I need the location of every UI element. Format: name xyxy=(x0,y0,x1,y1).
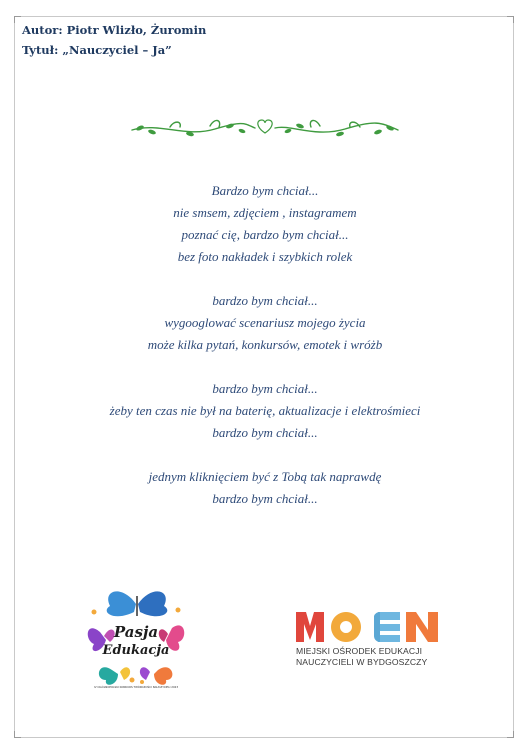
moen-letter-o xyxy=(331,612,361,642)
corner-mark xyxy=(14,16,21,23)
document-header xyxy=(22,20,206,60)
poem-line: wygooglować scenariusz mojego życia xyxy=(164,315,366,330)
moen-name-line: NAUCZYCIELI W BYDGOSZCZY xyxy=(296,657,428,667)
poem xyxy=(0,180,530,532)
corner-mark xyxy=(507,731,514,738)
poem-line: poznać cię, bardzo bym chciał... xyxy=(181,227,349,242)
poem-line: żeby ten czas nie był na baterię, aktualizacje i elektrośmieci xyxy=(109,403,421,418)
stanza xyxy=(0,180,530,268)
vine-ornament-icon xyxy=(130,112,400,142)
poem-line: bardzo bym chciał... xyxy=(212,425,318,440)
poem-line: jednym kliknięciem być z Tobą tak naprawdę xyxy=(148,469,382,484)
title-line: Tytuł: „Nauczyciel – Ja” xyxy=(22,43,172,57)
logo-word-edukacja: Edukacja xyxy=(102,643,170,658)
moen-letter-n xyxy=(406,612,438,642)
author-line: Autor: Piotr Wlizło, Żuromin xyxy=(22,23,207,37)
stanza xyxy=(0,378,530,444)
logo-word-pasja: Pasja xyxy=(113,623,159,641)
logo-caption: IV OGÓLNOPOLSKI KONKURS TWÓRCZOŚCI NAUCZYCIELI 2023 xyxy=(93,685,179,689)
corner-mark xyxy=(507,16,514,23)
poem-line: Bardzo bym chciał... xyxy=(211,183,319,198)
poem-line: bardzo bym chciał... xyxy=(212,491,318,506)
corner-mark xyxy=(14,731,21,738)
stanza xyxy=(0,290,530,356)
poem-line: bez foto nakładek i szybkich rolek xyxy=(177,249,353,264)
moen-letter-m xyxy=(296,612,324,642)
moen-letter-e xyxy=(374,612,400,642)
poem-line: bardzo bym chciał... xyxy=(212,293,318,308)
moen-institution-name xyxy=(296,646,427,668)
poem-line: może kilka pytań, konkursów, emotek i wróżb xyxy=(147,337,383,352)
stanza xyxy=(0,466,530,510)
moen-name-line: MIEJSKI OŚRODEK EDUKACJI xyxy=(296,646,423,656)
pasja-edukacja-logo xyxy=(84,582,188,690)
poem-line: nie smsem, zdjęciem , instagramem xyxy=(173,205,357,220)
poem-line: bardzo bym chciał... xyxy=(212,381,318,396)
